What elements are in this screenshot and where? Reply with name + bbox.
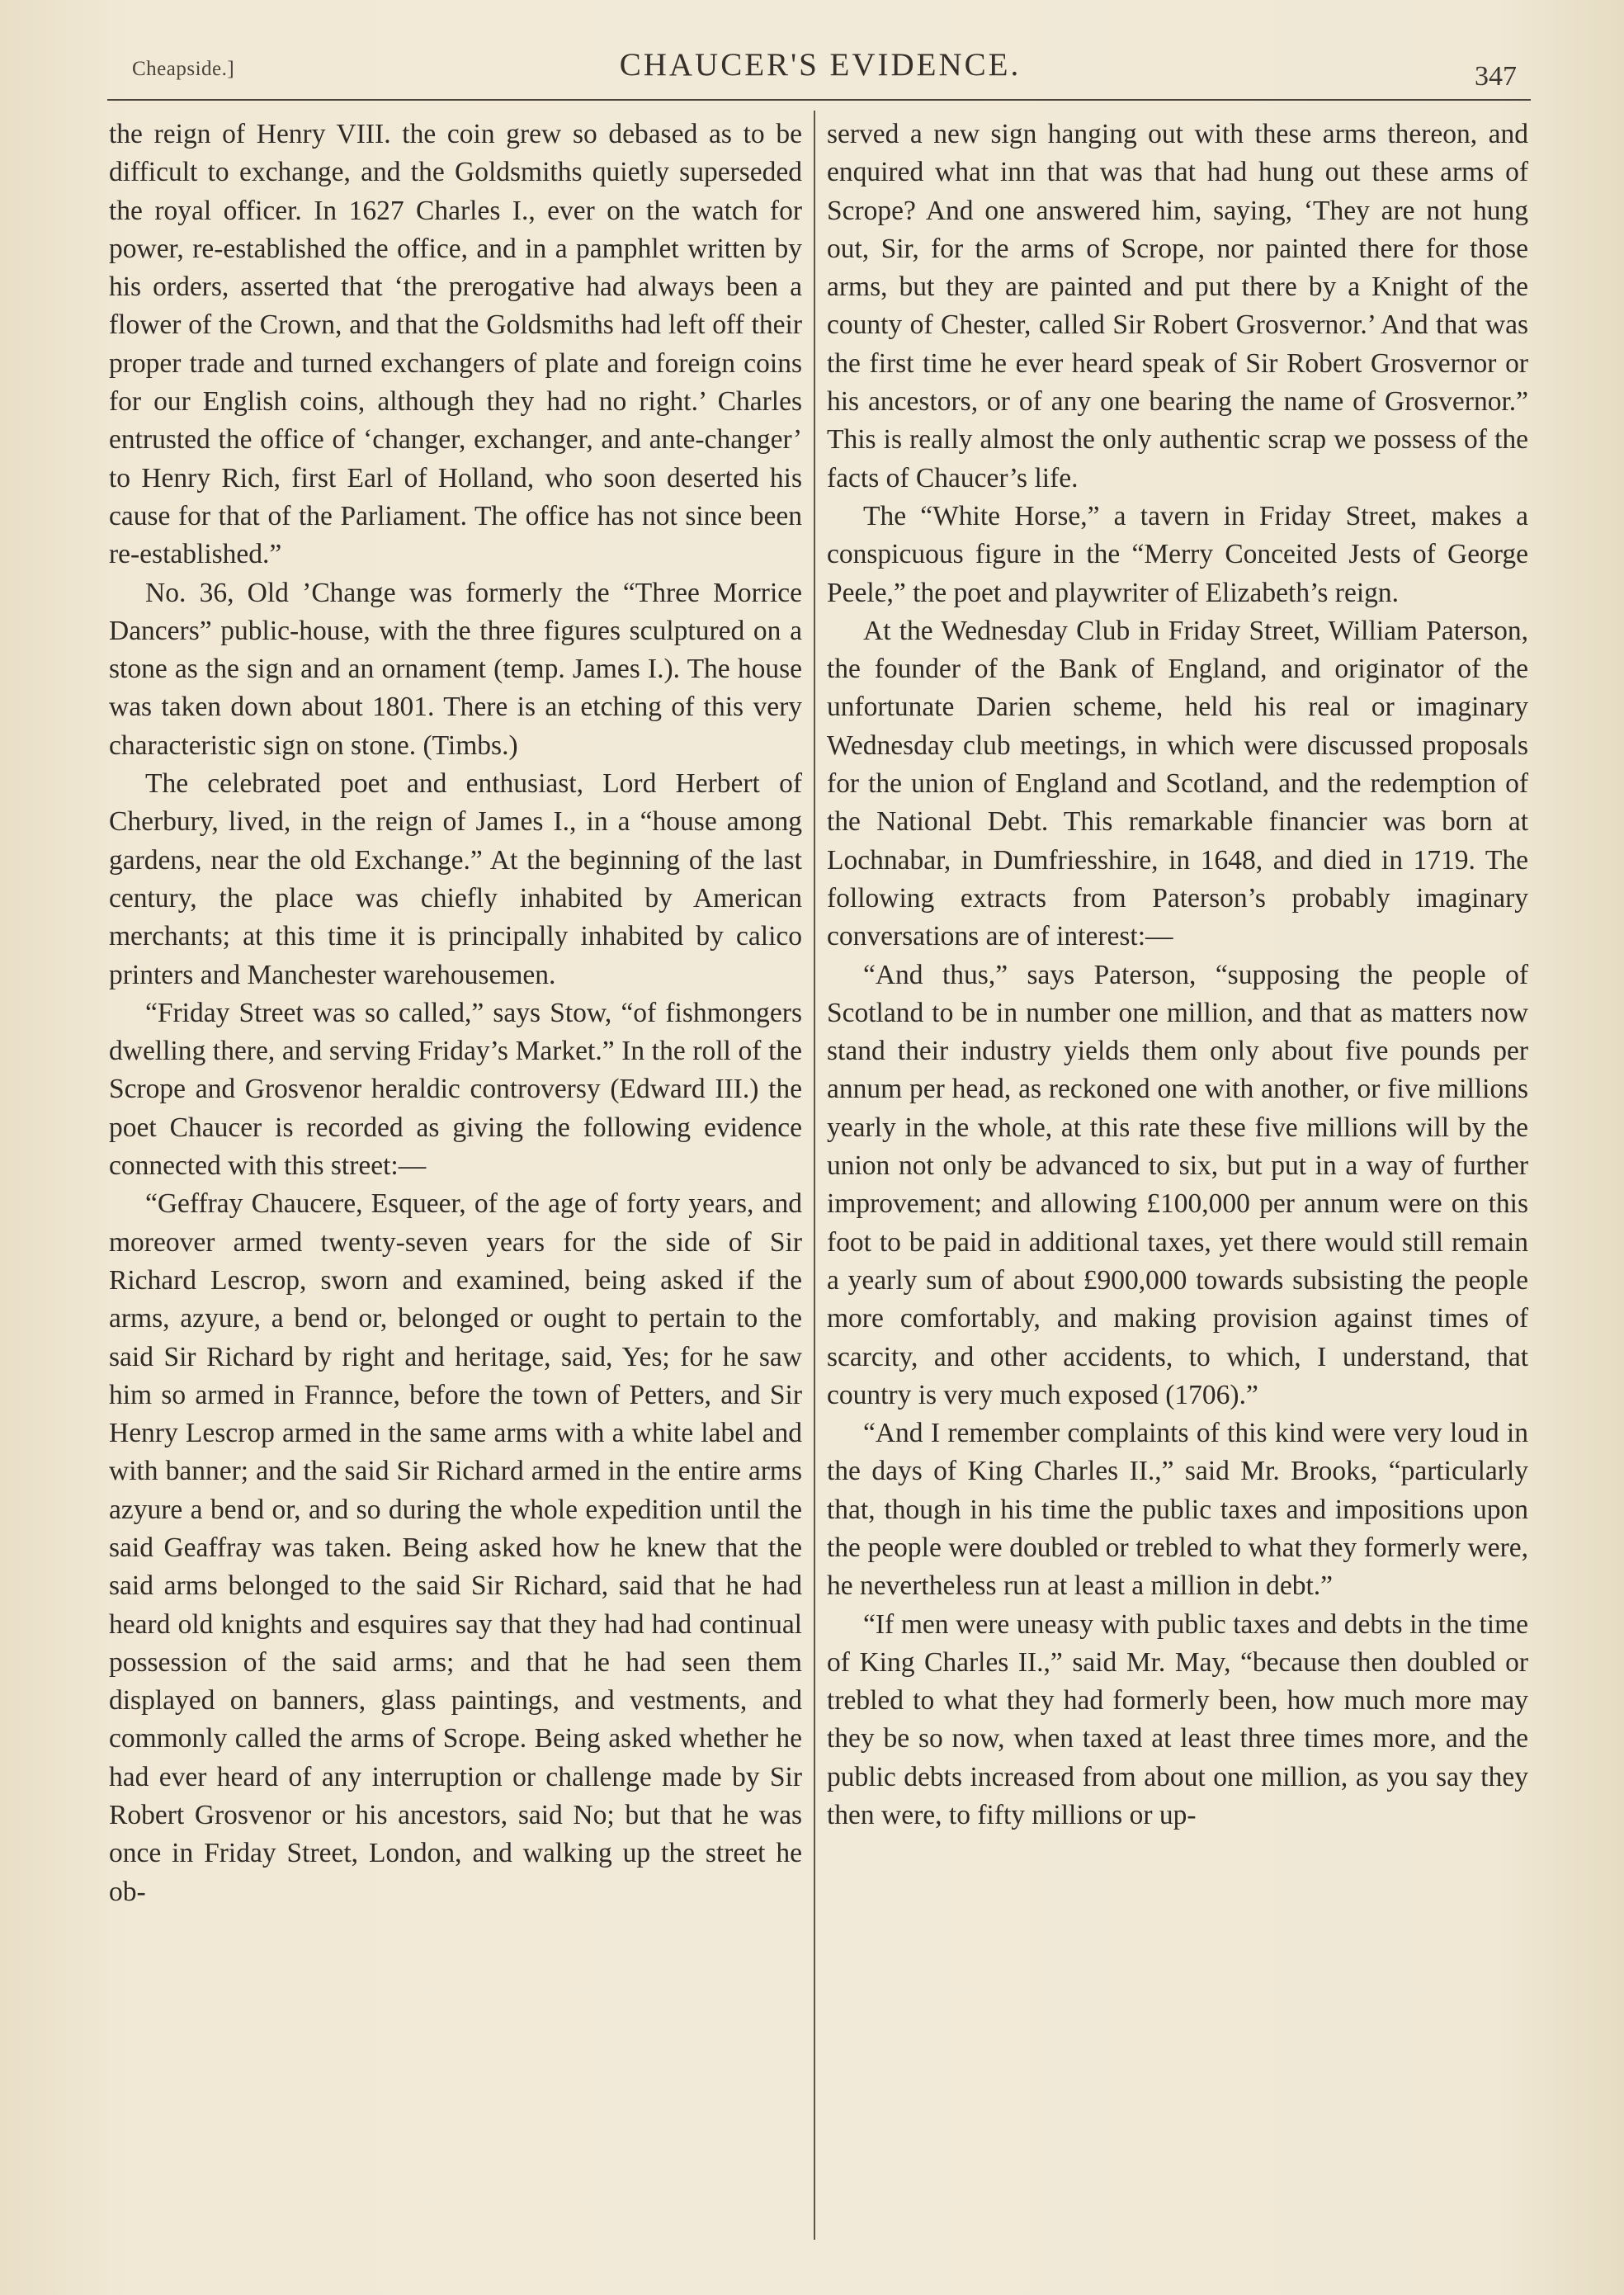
paragraph: The “White Horse,” a tavern in Friday Street, makes a conspicuous figure in the “Merry Conceited Jests of George Peele,” the poet and playwriter of Elizabeth’s reign. — [827, 500, 1528, 608]
paragraph: “If men were uneasy with public taxes and debts in the time of King Charles II.,” said Mr. May, “because then doubled or trebled to what they had formerly been, how much more may they be so now, when taxed at least three times more, and the public debts increased from about one million, as you say they then were, to fifty millions or up- — [827, 1608, 1528, 1831]
paragraph: “Geffray Chaucere, Esqueer, of the age of forty years, and moreover armed twenty-seven years for the side of Sir Richard Lescrop, sworn and examined, being asked if the arms, azyure, a bend or, belonged or ought to pertain to the said Sir Richard by right and heritage, said, Yes; for he saw him so armed in Frannce, before the town of Petters, and Sir Henry Lescrop armed in the same arms with a white label and with banner; and the said Sir Richard armed in the entire arms azyure a bend or, and so during the whole expedition until the said Geaffray was taken. Being asked how he knew that the said arms belonged to the said Sir Richard, said that he had heard old knights and esquires say that they had had continual possession of the said arms; and that he had seen them displayed on banners, glass paintings, and vestments, and commonly called the arms of Scrope. Being asked whether he had ever heard of any interruption or challenge made by Sir Robert Grosvenor or his ancestors, said No; but that he was once in Friday Street, London, and walking up the street he ob- — [109, 1188, 802, 1907]
header-rule — [107, 99, 1531, 101]
right-column — [827, 116, 1528, 1835]
left-column — [109, 116, 802, 1911]
column-divider — [814, 111, 815, 2240]
paragraph: served a new sign hanging out with these arms thereon, and enquired what inn that was that had hung out these arms of Scrope? And one answered him, saying, ‘They are not hung out, Sir, for the arms of Scrope, nor painted there for those arms, but they are painted and put there by a Knight of the county of Chester, called Sir Robert Grosvernor.’ And that was the first time he ever heard speak of Sir Robert Grosvernor or his ancestors, or of any one bearing the name of Grosvernor.” This is really almost the only authentic scrap we possess of the facts of Chaucer’s life. — [827, 119, 1528, 493]
running-title: CHAUCER'S EVIDENCE. — [619, 47, 1022, 83]
paragraph: “And thus,” says Paterson, “supposing the people of Scotland to be in number one million, and that as matters now stand their industry yields them only about five pounds per annum per head, as reckoned one with another, or five millions yearly in the whole, at this rate these five millions will by the union not only be advanced to six, but put in a way of further improvement; and allowing £100,000 per annum were on this foot to be paid in additional taxes, yet there would still remain a yearly sum of about £900,000 towards subsisting the people more comfortably, and making provision against times of scarcity, and other accidents, to which, I understand, that country is very much exposed (1706).” — [827, 959, 1528, 1410]
page-number: 347 — [1475, 61, 1517, 92]
paragraph: No. 36, Old ’Change was formerly the “Three Morrice Dancers” public-house, with the three figures sculptured on a stone as the sign and an ornament (temp. James I.). The house was taken down about 1801. There is an etching of this very characteristic sign on stone. (Timbs.) — [109, 577, 802, 761]
paragraph: The celebrated poet and enthusiast, Lord Herbert of Cherbury, lived, in the reign of James I., in a “house among gardens, near the old Exchange.” At the beginning of the last century, the place was chiefly inhabited by American merchants; at this time it is principally inhabited by calico printers and Manchester warehousemen. — [109, 768, 802, 990]
paragraph: “Friday Street was so called,” says Stow, “of fishmongers dwelling there, and serving Friday’s Market.” In the roll of the Scrope and Grosvenor heraldic controversy (Edward III.) the poet Chaucer is recorded as giving the following evidence connected with this street:— — [109, 997, 802, 1182]
running-head-section: Cheapside.] — [132, 58, 235, 80]
page-header — [107, 43, 1533, 101]
paragraph: the reign of Henry VIII. the coin grew so debased as to be difficult to exchange, and the Goldsmiths quietly superseded the royal officer. In 1627 Charles I., ever on the watch for power, re-established the office, and in a pamphlet written by his orders, asserted that ‘the prerogative had always been a flower of the Crown, and that the Goldsmiths had left off their proper trade and turned exchangers of plate and foreign coins for our English coins, although they had no right.’ Charles entrusted the office of ‘changer, exchanger, and ante-changer’ to Henry Rich, first Earl of Holland, who soon deserted his cause for that of the Parliament. The office has not since been re-established.” — [109, 119, 802, 570]
paragraph: “And I remember complaints of this kind were very loud in the days of King Charles II.,” said Mr. Brooks, “particularly that, though in his time the public taxes and impositions upon the people were doubled or trebled to what they formerly were, he nevertheless run at least a million in debt.” — [827, 1418, 1528, 1602]
paragraph: At the Wednesday Club in Friday Street, William Paterson, the founder of the Bank of England, and originator of the unfortunate Darien scheme, held his real or imaginary Wednesday club meetings, in which were discussed proposals for the union of England and Scotland, and the redemption of the National Debt. This remarkable financier was born at Lochnabar, in Dumfriesshire, in 1648, and died in 1719. The following extracts from Paterson’s probably imaginary conversations are of interest:— — [827, 615, 1528, 952]
